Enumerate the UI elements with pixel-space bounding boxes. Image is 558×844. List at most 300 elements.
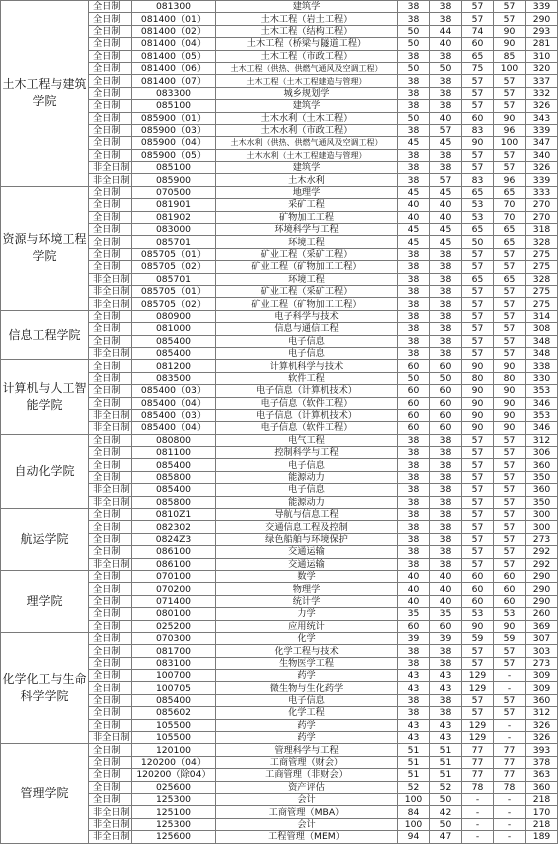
study-mode-cell: 全日制	[89, 360, 132, 372]
code-cell: 125300	[132, 794, 216, 806]
score-politics-cell: 38	[398, 496, 430, 508]
score-politics-cell: 38	[398, 100, 430, 112]
major-cell: 电子信息	[216, 335, 398, 347]
score-subject2-cell: 57	[494, 707, 526, 719]
code-cell: 085400（04）	[132, 422, 216, 434]
score-english-cell: 39	[430, 632, 462, 644]
code-cell: 0810Z1	[132, 509, 216, 521]
major-cell: 环境工程	[216, 236, 398, 248]
score-total-cell: 326	[526, 100, 558, 112]
table-row	[1, 186, 558, 198]
score-subject2-cell: 77	[494, 756, 526, 768]
score-politics-cell: 60	[398, 409, 430, 421]
score-english-cell: 38	[430, 87, 462, 99]
score-subject2-cell: 65	[494, 273, 526, 285]
table-row	[1, 360, 558, 372]
major-cell: 矿业工程（矿物加工工程）	[216, 261, 398, 273]
major-cell: 建筑学	[216, 162, 398, 174]
code-cell: 083000	[132, 224, 216, 236]
code-cell: 085400	[132, 694, 216, 706]
major-cell: 电子科学与技术	[216, 310, 398, 322]
score-subject1-cell: 57	[462, 100, 494, 112]
major-cell: 药学	[216, 732, 398, 744]
score-english-cell: 35	[430, 608, 462, 620]
major-cell: 交通运输	[216, 546, 398, 558]
study-mode-cell: 全日制	[89, 608, 132, 620]
score-politics-cell: 45	[398, 137, 430, 149]
score-english-cell: 45	[430, 224, 462, 236]
code-cell: 125100	[132, 806, 216, 818]
study-mode-cell: 全日制	[89, 137, 132, 149]
score-politics-cell: 38	[398, 546, 430, 558]
score-subject2-cell: 57	[494, 657, 526, 669]
table-row	[1, 744, 558, 756]
score-politics-cell: 50	[398, 372, 430, 384]
code-cell: 085400（04）	[132, 397, 216, 409]
score-politics-cell: 50	[398, 62, 430, 74]
table-row	[1, 1, 558, 13]
study-mode-cell: 全日制	[89, 13, 132, 25]
major-cell: 工商管理（MBA）	[216, 806, 398, 818]
code-cell: 080800	[132, 434, 216, 446]
score-politics-cell: 38	[398, 459, 430, 471]
code-cell: 083500	[132, 372, 216, 384]
score-english-cell: 60	[430, 360, 462, 372]
score-english-cell: 38	[430, 521, 462, 533]
score-subject1-cell: 57	[462, 707, 494, 719]
score-subject2-cell: 59	[494, 632, 526, 644]
score-subject2-cell: 57	[494, 694, 526, 706]
study-mode-cell: 全日制	[89, 570, 132, 582]
score-subject1-cell: 65	[462, 50, 494, 62]
score-politics-cell: 43	[398, 719, 430, 731]
score-total-cell: 312	[526, 707, 558, 719]
major-cell: 土木工程（桥梁与隧道工程）	[216, 38, 398, 50]
score-total-cell: 318	[526, 224, 558, 236]
study-mode-cell: 全日制	[89, 707, 132, 719]
score-politics-cell: 38	[398, 50, 430, 62]
study-mode-cell: 非全日制	[89, 162, 132, 174]
score-total-cell: 307	[526, 632, 558, 644]
score-subject1-cell: 65	[462, 186, 494, 198]
score-subject2-cell: 57	[494, 248, 526, 260]
major-cell: 绿色船舶与环境保护	[216, 533, 398, 545]
score-total-cell: 292	[526, 558, 558, 570]
score-subject1-cell: 60	[462, 112, 494, 124]
score-english-cell: 38	[430, 558, 462, 570]
score-politics-cell: 45	[398, 236, 430, 248]
score-subject2-cell: 57	[494, 459, 526, 471]
score-total-cell: 346	[526, 397, 558, 409]
score-politics-cell: 38	[398, 75, 430, 87]
score-subject2-cell: 57	[494, 100, 526, 112]
score-total-cell: 340	[526, 149, 558, 161]
college-name: 航运学院	[1, 509, 89, 571]
code-cell: 070100	[132, 570, 216, 582]
score-total-cell: 270	[526, 199, 558, 211]
code-cell: 085400	[132, 459, 216, 471]
code-cell: 105500	[132, 732, 216, 744]
code-cell: 085800	[132, 471, 216, 483]
score-subject2-cell: 57	[494, 1, 526, 13]
score-subject1-cell: 83	[462, 124, 494, 136]
score-subject2-cell: 85	[494, 50, 526, 62]
score-politics-cell: 38	[398, 657, 430, 669]
score-total-cell: 339	[526, 1, 558, 13]
study-mode-cell: 全日制	[89, 794, 132, 806]
score-subject1-cell: 129	[462, 670, 494, 682]
score-english-cell: 40	[430, 38, 462, 50]
score-subject1-cell: 78	[462, 781, 494, 793]
score-subject2-cell: 53	[494, 608, 526, 620]
study-mode-cell: 全日制	[89, 509, 132, 521]
code-cell: 070300	[132, 632, 216, 644]
study-mode-cell: 全日制	[89, 385, 132, 397]
code-cell: 071400	[132, 595, 216, 607]
study-mode-cell: 非全日制	[89, 273, 132, 285]
table-row	[1, 310, 558, 322]
study-mode-cell: 全日制	[89, 546, 132, 558]
major-cell: 矿业工程（采矿工程）	[216, 248, 398, 260]
code-cell: 085705（01）	[132, 248, 216, 260]
major-cell: 土木工程（供热、供燃气通风及空调工程）	[216, 62, 398, 74]
code-cell: 085602	[132, 707, 216, 719]
score-total-cell: 309	[526, 670, 558, 682]
score-english-cell: 45	[430, 137, 462, 149]
score-subject1-cell: 57	[462, 558, 494, 570]
code-cell: 085400	[132, 335, 216, 347]
score-english-cell: 38	[430, 100, 462, 112]
score-subject2-cell: 60	[494, 570, 526, 582]
code-cell: 085701	[132, 236, 216, 248]
score-total-cell: 306	[526, 447, 558, 459]
score-subject2-cell: 90	[494, 409, 526, 421]
score-subject2-cell: 57	[494, 546, 526, 558]
major-cell: 工商管理（财会）	[216, 756, 398, 768]
score-total-cell: 360	[526, 484, 558, 496]
study-mode-cell: 全日制	[89, 186, 132, 198]
score-politics-cell: 51	[398, 744, 430, 756]
score-english-cell: 60	[430, 397, 462, 409]
score-total-cell: 170	[526, 806, 558, 818]
score-subject1-cell: 57	[462, 546, 494, 558]
major-cell: 土木工程（土木工程建造与管理）	[216, 75, 398, 87]
study-mode-cell: 全日制	[89, 124, 132, 136]
score-subject2-cell: 90	[494, 360, 526, 372]
score-english-cell: 38	[430, 248, 462, 260]
score-subject1-cell: 57	[462, 533, 494, 545]
score-total-cell: 309	[526, 682, 558, 694]
score-english-cell: 38	[430, 1, 462, 13]
code-cell: 081100	[132, 447, 216, 459]
score-politics-cell: 38	[398, 447, 430, 459]
score-total-cell: 270	[526, 211, 558, 223]
major-cell: 土木工程（岩土工程）	[216, 13, 398, 25]
major-cell: 会计	[216, 818, 398, 830]
score-subject1-cell: 57	[462, 75, 494, 87]
score-politics-cell: 43	[398, 732, 430, 744]
study-mode-cell: 非全日制	[89, 818, 132, 830]
study-mode-cell: 非全日制	[89, 484, 132, 496]
score-subject2-cell: 77	[494, 744, 526, 756]
study-mode-cell: 全日制	[89, 25, 132, 37]
major-cell: 电子信息（软件工程）	[216, 422, 398, 434]
score-total-cell: 339	[526, 174, 558, 186]
score-english-cell: 40	[430, 211, 462, 223]
score-total-cell: 275	[526, 248, 558, 260]
score-politics-cell: 60	[398, 620, 430, 632]
score-subject1-cell: 57	[462, 298, 494, 310]
score-subject1-cell: 60	[462, 583, 494, 595]
score-politics-cell: 38	[398, 124, 430, 136]
score-subject1-cell: 90	[462, 409, 494, 421]
study-mode-cell: 全日制	[89, 50, 132, 62]
score-subject1-cell: 50	[462, 236, 494, 248]
major-cell: 生物医学工程	[216, 657, 398, 669]
score-total-cell: 350	[526, 496, 558, 508]
score-politics-cell: 38	[398, 149, 430, 161]
score-subject1-cell: 59	[462, 632, 494, 644]
score-politics-cell: 38	[398, 310, 430, 322]
score-subject1-cell: 57	[462, 521, 494, 533]
score-subject2-cell: 65	[494, 186, 526, 198]
code-cell: 100700	[132, 670, 216, 682]
score-subject1-cell: 60	[462, 595, 494, 607]
study-mode-cell: 非全日制	[89, 496, 132, 508]
major-cell: 电子信息	[216, 459, 398, 471]
score-english-cell: 45	[430, 186, 462, 198]
score-subject2-cell: 60	[494, 583, 526, 595]
code-cell: 125300	[132, 818, 216, 830]
study-mode-cell: 全日制	[89, 769, 132, 781]
code-cell: 085900（03）	[132, 124, 216, 136]
score-subject1-cell: 57	[462, 335, 494, 347]
score-total-cell: 348	[526, 347, 558, 359]
score-english-cell: 38	[430, 533, 462, 545]
score-subject1-cell: 129	[462, 682, 494, 694]
score-subject1-cell: 57	[462, 657, 494, 669]
score-subject1-cell: 57	[462, 459, 494, 471]
score-english-cell: 50	[430, 818, 462, 830]
score-subject2-cell: 90	[494, 38, 526, 50]
score-politics-cell: 40	[398, 583, 430, 595]
code-cell: 083300	[132, 87, 216, 99]
score-politics-cell: 94	[398, 831, 430, 843]
score-politics-cell: 84	[398, 806, 430, 818]
score-subject2-cell: 90	[494, 620, 526, 632]
code-cell: 085705（01）	[132, 285, 216, 297]
study-mode-cell: 全日制	[89, 595, 132, 607]
study-mode-cell: 非全日制	[89, 409, 132, 421]
score-english-cell: 40	[430, 112, 462, 124]
score-total-cell: 189	[526, 831, 558, 843]
score-subject1-cell: 60	[462, 570, 494, 582]
study-mode-cell: 全日制	[89, 645, 132, 657]
score-politics-cell: 38	[398, 13, 430, 25]
code-cell: 085900（04）	[132, 137, 216, 149]
major-cell: 化学工程	[216, 707, 398, 719]
score-subject1-cell: 90	[462, 360, 494, 372]
major-cell: 交通信息工程及控制	[216, 521, 398, 533]
study-mode-cell: 全日制	[89, 459, 132, 471]
major-cell: 矿物加工工程	[216, 211, 398, 223]
major-cell: 土木水利（土木工程建造与管理）	[216, 149, 398, 161]
score-total-cell: 378	[526, 756, 558, 768]
major-cell: 资产评估	[216, 781, 398, 793]
college-name: 理学院	[1, 570, 89, 632]
score-subject2-cell: 100	[494, 137, 526, 149]
major-cell: 计算机科学与技术	[216, 360, 398, 372]
score-total-cell: 363	[526, 769, 558, 781]
score-total-cell: 369	[526, 620, 558, 632]
score-english-cell: 38	[430, 75, 462, 87]
major-cell: 电子信息（计算机技术）	[216, 409, 398, 421]
score-subject2-cell: 57	[494, 310, 526, 322]
score-subject1-cell: 90	[462, 397, 494, 409]
score-english-cell: 57	[430, 124, 462, 136]
table-row	[1, 570, 558, 582]
score-total-cell: 337	[526, 75, 558, 87]
score-subject2-cell: 57	[494, 323, 526, 335]
score-subject2-cell: 57	[494, 261, 526, 273]
score-subject2-cell: 90	[494, 385, 526, 397]
score-politics-cell: 60	[398, 360, 430, 372]
score-subject1-cell: 57	[462, 261, 494, 273]
major-cell: 电子信息（计算机技术）	[216, 385, 398, 397]
code-cell: 085400	[132, 484, 216, 496]
major-cell: 土木水利（市政工程）	[216, 124, 398, 136]
study-mode-cell: 全日制	[89, 533, 132, 545]
score-subject1-cell: 90	[462, 137, 494, 149]
major-cell: 统计学	[216, 595, 398, 607]
score-politics-cell: 40	[398, 199, 430, 211]
score-subject2-cell: 57	[494, 447, 526, 459]
major-cell: 数学	[216, 570, 398, 582]
score-total-cell: 312	[526, 434, 558, 446]
major-cell: 电子信息	[216, 484, 398, 496]
major-cell: 化学	[216, 632, 398, 644]
score-subject2-cell: 60	[494, 595, 526, 607]
score-subject1-cell: 53	[462, 608, 494, 620]
score-total-cell: 326	[526, 732, 558, 744]
major-cell: 城乡规划学	[216, 87, 398, 99]
score-subject2-cell: 57	[494, 496, 526, 508]
score-total-cell: 326	[526, 719, 558, 731]
score-english-cell: 43	[430, 682, 462, 694]
major-cell: 导航与信息工程	[216, 509, 398, 521]
code-cell: 080100	[132, 608, 216, 620]
score-total-cell: 290	[526, 13, 558, 25]
score-total-cell: 300	[526, 521, 558, 533]
score-subject1-cell: 90	[462, 620, 494, 632]
score-subject1-cell: 90	[462, 422, 494, 434]
table-row	[1, 434, 558, 446]
table-row	[1, 632, 558, 644]
score-english-cell: 57	[430, 174, 462, 186]
score-subject1-cell: 57	[462, 447, 494, 459]
score-english-cell: 45	[430, 236, 462, 248]
score-total-cell: 328	[526, 236, 558, 248]
score-subject2-cell: 57	[494, 509, 526, 521]
score-subject1-cell: 129	[462, 732, 494, 744]
score-subject2-cell: 57	[494, 347, 526, 359]
college-name: 土木工程与建筑学院	[1, 1, 89, 187]
major-cell: 建筑学	[216, 100, 398, 112]
major-cell: 药学	[216, 670, 398, 682]
major-cell: 矿业工程（矿物加工工程）	[216, 298, 398, 310]
score-english-cell: 38	[430, 273, 462, 285]
score-politics-cell: 38	[398, 298, 430, 310]
score-politics-cell: 100	[398, 818, 430, 830]
score-subject2-cell: -	[494, 806, 526, 818]
score-subject2-cell: 57	[494, 298, 526, 310]
major-cell: 电子信息	[216, 694, 398, 706]
major-cell: 工程管理（MEM）	[216, 831, 398, 843]
study-mode-cell: 非全日制	[89, 422, 132, 434]
study-mode-cell: 全日制	[89, 657, 132, 669]
score-english-cell: 38	[430, 13, 462, 25]
study-mode-cell: 非全日制	[89, 732, 132, 744]
code-cell: 070500	[132, 186, 216, 198]
score-politics-cell: 38	[398, 645, 430, 657]
code-cell: 085900（05）	[132, 149, 216, 161]
study-mode-cell: 全日制	[89, 224, 132, 236]
score-subject2-cell: 57	[494, 471, 526, 483]
score-subject1-cell: 57	[462, 285, 494, 297]
score-total-cell: 314	[526, 310, 558, 322]
major-cell: 化学工程与技术	[216, 645, 398, 657]
code-cell: 070200	[132, 583, 216, 595]
score-politics-cell: 40	[398, 211, 430, 223]
table-row	[1, 509, 558, 521]
score-politics-cell: 40	[398, 595, 430, 607]
study-mode-cell: 全日制	[89, 236, 132, 248]
code-cell: 120200（除04）	[132, 769, 216, 781]
score-subject1-cell: 57	[462, 162, 494, 174]
score-subject2-cell: 57	[494, 13, 526, 25]
score-politics-cell: 60	[398, 422, 430, 434]
code-cell: 085900	[132, 174, 216, 186]
score-english-cell: 38	[430, 162, 462, 174]
score-subject1-cell: 65	[462, 224, 494, 236]
major-cell: 会计	[216, 794, 398, 806]
score-english-cell: 38	[430, 149, 462, 161]
college-name: 自动化学院	[1, 434, 89, 508]
code-cell: 085900（01）	[132, 112, 216, 124]
score-politics-cell: 50	[398, 38, 430, 50]
score-total-cell: 338	[526, 360, 558, 372]
code-cell: 082302	[132, 521, 216, 533]
code-cell: 085400	[132, 347, 216, 359]
score-total-cell: 320	[526, 62, 558, 74]
study-mode-cell: 全日制	[89, 62, 132, 74]
code-cell: 085800	[132, 496, 216, 508]
major-cell: 环境科学与工程	[216, 224, 398, 236]
code-cell: 081400（05）	[132, 50, 216, 62]
score-politics-cell: 38	[398, 694, 430, 706]
study-mode-cell: 全日制	[89, 397, 132, 409]
score-subject2-cell: -	[494, 831, 526, 843]
score-english-cell: 60	[430, 620, 462, 632]
code-cell: 025200	[132, 620, 216, 632]
score-politics-cell: 43	[398, 682, 430, 694]
score-subject1-cell: 57	[462, 1, 494, 13]
score-politics-cell: 60	[398, 385, 430, 397]
score-english-cell: 38	[430, 434, 462, 446]
score-subject1-cell: 57	[462, 471, 494, 483]
score-total-cell: 275	[526, 285, 558, 297]
score-english-cell: 38	[430, 310, 462, 322]
